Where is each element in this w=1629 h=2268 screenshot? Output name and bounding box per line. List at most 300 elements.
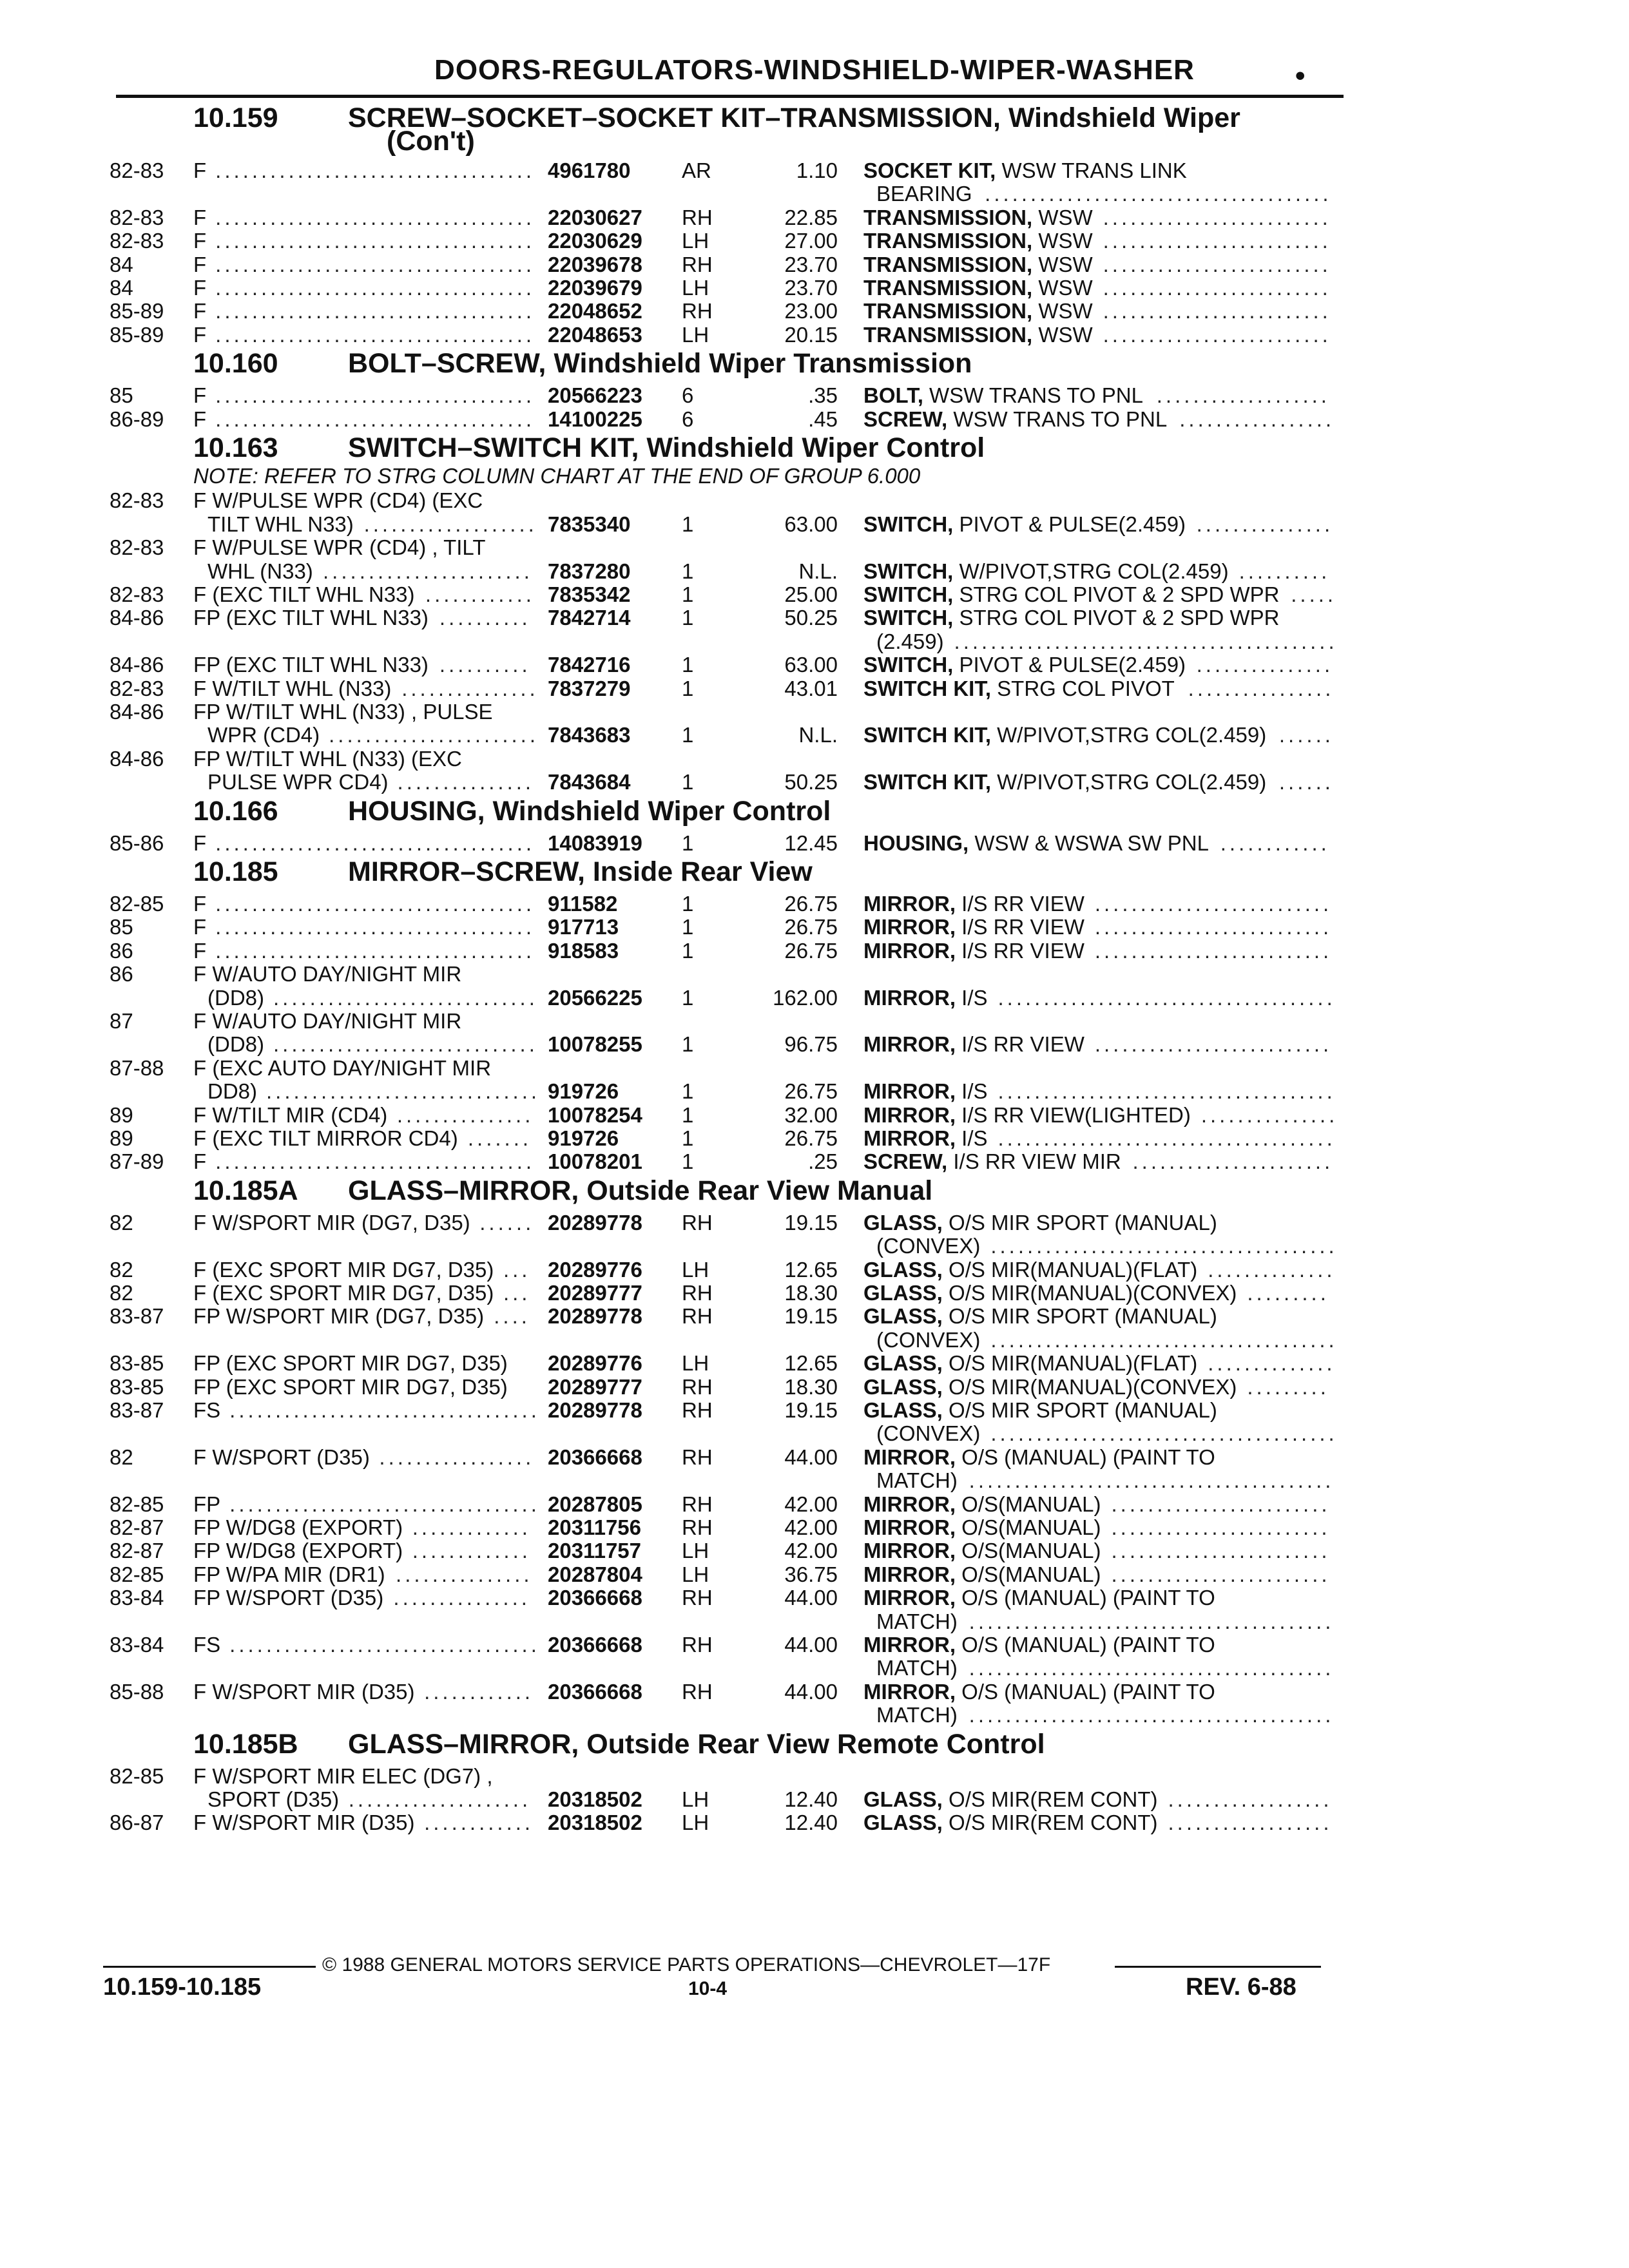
price: 63.00 [784,512,838,536]
description-leader-dots: ......................... [1103,229,1331,253]
year-range: 84 [110,276,133,300]
description-leader-dots: .......... [1239,559,1331,583]
year-range: 85-88 [110,1679,164,1704]
part-description: (CONVEX) [876,1421,981,1446]
leader-dots: ................... [363,512,537,536]
price: 27.00 [784,229,838,253]
description-leader-dots: ........................................ [969,1609,1335,1633]
description-leader-dots: ......................... [1103,205,1331,229]
price: 22.85 [784,205,838,229]
leader-dots: ................. [379,1445,535,1469]
part-description: HOUSING, WSW & WSWA SW PNL [863,831,1209,855]
footer-page-number: 10-4 [688,1978,728,1999]
application-text: FP (EXC TILT WHL N33) [193,653,429,677]
part-description: SCREW, I/S RR VIEW MIR [863,1149,1121,1174]
description-leader-dots: .................. [1168,1787,1333,1811]
part-description: SOCKET KIT, WSW TRANS LINK [863,159,1187,182]
description-leader-dots: ............... [1196,512,1334,536]
quantity-or-side: 1 [682,676,694,700]
description-leader-dots: ........................................ [969,1656,1335,1680]
part-number: 919726 [548,1079,619,1104]
part-description: TRANSMISSION, WSW [863,276,1093,300]
application-text: F W/SPORT (D35) [193,1445,370,1469]
leader-dots: ................................... [215,1149,535,1174]
section-title: SWITCH–SWITCH KIT, Windshield Wiper Control [348,432,985,463]
part-description: MIRROR, O/S(MANUAL) [863,1539,1101,1563]
price: 32.00 [784,1102,838,1127]
application-text: WPR (CD4) [207,723,320,747]
application-text: FP W/PA MIR (DR1) [193,1562,385,1586]
price: 26.75 [784,892,838,916]
price: 26.75 [784,1079,838,1104]
application-text: FP W/DG8 (EXPORT) [193,1539,403,1563]
price: 42.00 [784,1539,838,1563]
section-title: GLASS–MIRROR, Outside Rear View Remote Control [348,1728,1045,1760]
part-description: MIRROR, I/S RR VIEW [863,1032,1084,1057]
year-range: 83-84 [110,1586,164,1610]
part-number: 20366668 [548,1445,642,1469]
part-number: 10078254 [548,1102,642,1127]
part-description: GLASS, O/S MIR(MANUAL)(CONVEX) [863,1281,1237,1305]
part-description: TRANSMISSION, WSW [863,322,1093,347]
part-description: MIRROR, O/S (MANUAL) (PAINT TO [863,1445,1215,1469]
description-leader-dots: .......................... [1094,1032,1333,1057]
application-text: (DD8) [207,1032,264,1057]
price: .25 [808,1149,838,1174]
application-text: F [193,252,207,276]
part-description: MIRROR, I/S RR VIEW [863,892,1084,916]
footer-rule-left [103,1966,316,1968]
quantity-or-side: 1 [682,892,694,916]
quantity-or-side: 1 [682,582,694,606]
part-description: MIRROR, I/S [863,1079,988,1104]
application-text: F [193,407,207,431]
part-number: 20318502 [548,1787,642,1811]
leader-dots: ................................... [215,938,535,963]
year-range: 86-89 [110,407,164,431]
price: 18.30 [784,1374,838,1399]
part-description: SWITCH, STRG COL PIVOT & 2 SPD WPR [863,606,1280,630]
description-leader-dots: ........................................ [969,1703,1335,1727]
part-number: 20287804 [548,1562,642,1586]
application-text: F W/TILT MIR (CD4) [193,1102,388,1127]
leader-dots: ................................... [215,205,535,229]
price: 42.00 [784,1515,838,1539]
application-text: F W/PULSE WPR (CD4) , TILT [193,535,486,560]
quantity-or-side: RH [682,1633,713,1657]
section-number: 10.160 [193,348,278,380]
application-text: F [193,229,207,253]
section-number: 10.185B [193,1728,298,1760]
description-leader-dots: ..................................... [998,1079,1336,1104]
quantity-or-side: 1 [682,559,694,583]
year-range: 82-85 [110,1562,164,1586]
year-range: 83-85 [110,1351,164,1376]
part-description: SWITCH KIT, STRG COL PIVOT [863,676,1175,700]
part-number: 917713 [548,915,619,939]
price: 12.65 [784,1351,838,1376]
description-leader-dots: ................... [1156,383,1330,408]
leader-dots: ............................. [273,1032,538,1057]
price: 19.15 [784,1398,838,1422]
part-description: MATCH) [876,1609,958,1633]
part-description: MIRROR, I/S RR VIEW [863,915,1084,939]
part-description: MIRROR, I/S [863,1126,988,1150]
year-range: 85-89 [110,299,164,323]
year-range: 85-89 [110,322,164,347]
price: 23.70 [784,276,838,300]
leader-dots: .................................. [229,1398,540,1422]
description-leader-dots: ......... [1247,1374,1329,1399]
header-rule [116,95,1344,98]
leader-dots: .......... [439,653,531,677]
part-description: GLASS, O/S MIR SPORT (MANUAL) [863,1304,1217,1329]
application-text: F [193,1149,207,1174]
section-note: NOTE: REFER TO STRG COLUMN CHART AT THE END OF GROUP 6.000 [193,464,921,488]
leader-dots: ................................... [215,892,535,916]
year-range: 82-85 [110,892,164,916]
part-number: 20366668 [548,1586,642,1610]
leader-dots: .................................. [229,1492,540,1516]
quantity-or-side: 6 [682,383,694,408]
part-number: 10078201 [548,1149,642,1174]
page-header-title: DOORS-REGULATORS-WINDSHIELD-WIPER-WASHER [434,54,1195,86]
application-text: FP (EXC TILT WHL N33) [193,606,429,630]
quantity-or-side: LH [682,1539,709,1563]
part-description: GLASS, O/S MIR SPORT (MANUAL) [863,1210,1217,1235]
year-range: 83-87 [110,1304,164,1329]
part-description: TRANSMISSION, WSW [863,252,1093,276]
price: 12.65 [784,1257,838,1282]
quantity-or-side: 1 [682,1079,694,1104]
part-description: SWITCH, PIVOT & PULSE(2.459) [863,512,1186,536]
leader-dots: ................................... [215,159,535,182]
application-text: F [193,915,207,939]
price: 50.25 [784,770,838,794]
leader-dots: ................................... [215,407,535,431]
quantity-or-side: RH [682,252,713,276]
quantity-or-side: 1 [682,1149,694,1174]
quantity-or-side: 1 [682,770,694,794]
part-number: 7843683 [548,723,631,747]
leader-dots: ............... [397,770,535,794]
quantity-or-side: 1 [682,1126,694,1150]
part-description: MIRROR, I/S RR VIEW [863,938,1084,963]
quantity-or-side: LH [682,322,709,347]
application-text: F [193,205,207,229]
leader-dots: ................................... [215,229,535,253]
section-number: 10.163 [193,432,278,463]
description-leader-dots: ...................................... [990,1421,1338,1446]
price: 44.00 [784,1679,838,1704]
part-number: 22048652 [548,299,642,323]
part-number: 20289778 [548,1398,642,1422]
description-leader-dots: .............. [1208,1351,1336,1376]
year-range: 82-83 [110,535,164,560]
price: 44.00 [784,1586,838,1610]
part-description: GLASS, O/S MIR(REM CONT) [863,1787,1158,1811]
quantity-or-side: RH [682,1398,713,1422]
part-number: 20566223 [548,383,642,408]
leader-dots: ............... [396,1562,533,1586]
part-description: TRANSMISSION, WSW [863,299,1093,323]
part-description: MIRROR, O/S (MANUAL) (PAINT TO [863,1633,1215,1657]
year-range: 82 [110,1257,133,1282]
part-description: MIRROR, O/S(MANUAL) [863,1562,1101,1586]
part-number: 22039678 [548,252,642,276]
part-description: MATCH) [876,1656,958,1680]
price: 50.25 [784,606,838,630]
leader-dots: ............................. [273,985,538,1010]
part-description: (CONVEX) [876,1234,981,1258]
part-description: GLASS, O/S MIR(MANUAL)(CONVEX) [863,1374,1237,1399]
part-number: 14083919 [548,831,642,855]
application-text: F [193,383,207,408]
year-range: 84-86 [110,606,164,630]
application-text: F (EXC SPORT MIR DG7, D35) [193,1257,494,1282]
application-text: TILT WHL N33) [207,512,354,536]
description-leader-dots: ...... [1278,770,1334,794]
leader-dots: ............ [424,1811,534,1835]
part-number: 4961780 [548,159,631,182]
description-leader-dots: ...................... [1132,1149,1334,1174]
description-leader-dots: ............... [1200,1102,1338,1127]
section-title: SCREW–SOCKET–SOCKET KIT–TRANSMISSION, Windshield Wiper [348,102,1240,133]
part-number: 20287805 [548,1492,642,1516]
part-number: 20366668 [548,1679,642,1704]
quantity-or-side: 1 [682,915,694,939]
year-range: 82-83 [110,488,164,513]
year-range: 82 [110,1281,133,1305]
price: 42.00 [784,1492,838,1516]
leader-dots: .................................. [229,1633,540,1657]
leader-dots: .............................. [266,1079,541,1104]
application-text: F [193,322,207,347]
description-leader-dots: ........................ [1111,1515,1331,1539]
leader-dots: ............... [396,1102,534,1127]
part-number: 911582 [548,892,618,916]
description-leader-dots: ......................... [1103,299,1331,323]
part-number: 20289776 [548,1257,642,1282]
price: N.L. [798,559,838,583]
leader-dots: ................................... [215,322,535,347]
leader-dots: ............. [412,1515,531,1539]
part-number: 919726 [548,1126,619,1150]
leader-dots: ....................... [329,723,539,747]
part-number: 7835340 [548,512,631,536]
year-range: 84-86 [110,700,164,724]
description-leader-dots: ........................................ [969,1468,1335,1493]
quantity-or-side: LH [682,1787,709,1811]
quantity-or-side: LH [682,229,709,253]
application-text: F (EXC AUTO DAY/NIGHT MIR [193,1055,492,1080]
leader-dots: .... [494,1304,530,1329]
application-text: F W/TILT WHL (N33) [193,676,392,700]
part-description: MIRROR, I/S RR VIEW(LIGHTED) [863,1102,1191,1127]
leader-dots: ................................... [215,276,535,300]
leader-dots: ... [503,1281,531,1305]
price: 26.75 [784,915,838,939]
description-leader-dots: ........................ [1111,1492,1331,1516]
section-title: GLASS–MIRROR, Outside Rear View Manual [348,1175,933,1206]
part-number: 20318502 [548,1811,642,1835]
year-range: 89 [110,1126,133,1150]
price: 20.15 [784,322,838,347]
description-leader-dots: .................. [1168,1811,1333,1835]
application-text: FS [193,1398,221,1422]
part-description: GLASS, O/S MIR SPORT (MANUAL) [863,1398,1217,1422]
application-text: F W/SPORT MIR (D35) [193,1679,415,1704]
price: 23.00 [784,299,838,323]
description-leader-dots: ......................... [1103,276,1331,300]
section-number: 10.185A [193,1175,298,1206]
application-text: F (EXC TILT MIRROR CD4) [193,1126,458,1150]
year-range: 82-85 [110,1492,164,1516]
price: 19.15 [784,1210,838,1235]
application-text: F [193,159,207,182]
description-leader-dots: .......................... [1094,892,1333,916]
part-description: TRANSMISSION, WSW [863,205,1093,229]
application-text: F W/AUTO DAY/NIGHT MIR [193,1009,462,1033]
quantity-or-side: 1 [682,1102,694,1127]
price: 44.00 [784,1633,838,1657]
section-number: 10.185 [193,856,278,887]
section-title: HOUSING, Windshield Wiper Control [348,795,831,827]
leader-dots: ...... [479,1210,535,1235]
leader-dots: .................... [348,1787,532,1811]
part-number: 20289777 [548,1374,642,1399]
application-text: F [193,299,207,323]
part-description: SWITCH, W/PIVOT,STRG COL(2.459) [863,559,1229,583]
description-leader-dots: ................ [1188,676,1335,700]
part-description: SWITCH, STRG COL PIVOT & 2 SPD WPR [863,582,1280,606]
price: .45 [808,407,838,431]
quantity-or-side: 1 [682,1032,694,1057]
part-description: GLASS, O/S MIR(REM CONT) [863,1811,1158,1835]
description-leader-dots: ...................................... [985,182,1332,206]
part-number: 7842714 [548,606,631,630]
quantity-or-side: RH [682,299,713,323]
part-description: SCREW, WSW TRANS TO PNL [863,407,1168,431]
application-text: (DD8) [207,985,264,1010]
application-text: F [193,276,207,300]
part-number: 20311756 [548,1515,642,1539]
year-range: 85 [110,383,133,408]
section-title: BOLT–SCREW, Windshield Wiper Transmission [348,348,972,380]
application-text: WHL (N33) [207,559,313,583]
price: 18.30 [784,1281,838,1305]
year-range: 87-89 [110,1149,164,1174]
description-leader-dots: ................. [1179,407,1335,431]
part-description: MIRROR, O/S (MANUAL) (PAINT TO [863,1679,1215,1704]
leader-dots: ............... [393,1586,530,1610]
quantity-or-side: 1 [682,723,694,747]
description-leader-dots: .......................................... [954,629,1338,653]
part-number: 7842716 [548,653,631,677]
part-description: TRANSMISSION, WSW [863,229,1093,253]
description-leader-dots: ............... [1196,653,1334,677]
quantity-or-side: 1 [682,512,694,536]
part-number: 20366668 [548,1633,642,1657]
quantity-or-side: 1 [682,938,694,963]
part-number: 7837279 [548,676,631,700]
year-range: 83-85 [110,1374,164,1399]
part-description: BOLT, WSW TRANS TO PNL [863,383,1143,408]
application-text: F W/AUTO DAY/NIGHT MIR [193,962,462,986]
leader-dots: ............ [424,1679,534,1704]
quantity-or-side: LH [682,1257,709,1282]
year-range: 86-87 [110,1811,164,1835]
quantity-or-side: RH [682,1445,713,1469]
description-leader-dots: ..................................... [998,985,1336,1010]
quantity-or-side: RH [682,1492,713,1516]
description-leader-dots: ........................ [1111,1539,1331,1563]
description-leader-dots: ...................................... [990,1327,1338,1352]
part-number: 918583 [548,938,619,963]
year-range: 86 [110,938,133,963]
price: 12.40 [784,1811,838,1835]
application-text: F W/SPORT MIR (DG7, D35) [193,1210,470,1235]
part-description: MIRROR, I/S [863,985,988,1010]
leader-dots: ................................... [215,383,535,408]
leader-dots: ............. [412,1539,531,1563]
year-range: 86 [110,962,133,986]
part-number: 20289776 [548,1351,642,1376]
price: 19.15 [784,1304,838,1329]
price: N.L. [798,723,838,747]
leader-dots: ................................... [215,915,535,939]
part-description: GLASS, O/S MIR(MANUAL)(FLAT) [863,1257,1198,1282]
quantity-or-side: RH [682,1210,713,1235]
year-range: 87 [110,1009,133,1033]
part-description: MATCH) [876,1703,958,1727]
part-description: GLASS, O/S MIR(MANUAL)(FLAT) [863,1351,1198,1376]
quantity-or-side: AR [682,159,711,182]
application-text: FP (EXC SPORT MIR DG7, D35) [193,1374,508,1399]
application-text: DD8) [207,1079,258,1104]
description-leader-dots: ...................................... [990,1234,1338,1258]
year-range: 83-87 [110,1398,164,1422]
part-description: (2.459) [876,629,944,653]
year-range: 87-88 [110,1055,164,1080]
year-range: 82-83 [110,582,164,606]
quantity-or-side: RH [682,1586,713,1610]
part-number: 20566225 [548,985,642,1010]
year-range: 82-83 [110,676,164,700]
part-description: MIRROR, O/S(MANUAL) [863,1515,1101,1539]
part-number: 20311757 [548,1539,642,1563]
year-range: 89 [110,1102,133,1127]
quantity-or-side: RH [682,1515,713,1539]
quantity-or-side: 1 [682,985,694,1010]
part-number: 10078255 [548,1032,642,1057]
quantity-or-side: LH [682,1351,709,1376]
price: 96.75 [784,1032,838,1057]
leader-dots: .......... [439,606,531,630]
leader-dots: ....................... [323,559,533,583]
description-leader-dots: ..... [1291,582,1337,606]
year-range: 83-84 [110,1633,164,1657]
application-text: F [193,938,207,963]
application-text: FP (EXC SPORT MIR DG7, D35) [193,1351,508,1376]
part-number: 7843684 [548,770,631,794]
application-text: F (EXC TILT WHL N33) [193,582,415,606]
description-leader-dots: ......................... [1103,252,1331,276]
application-text: FP W/TILT WHL (N33) (EXC [193,746,462,771]
part-description: MIRROR, O/S (MANUAL) (PAINT TO [863,1586,1215,1610]
price: 26.75 [784,1126,838,1150]
price: 36.75 [784,1562,838,1586]
